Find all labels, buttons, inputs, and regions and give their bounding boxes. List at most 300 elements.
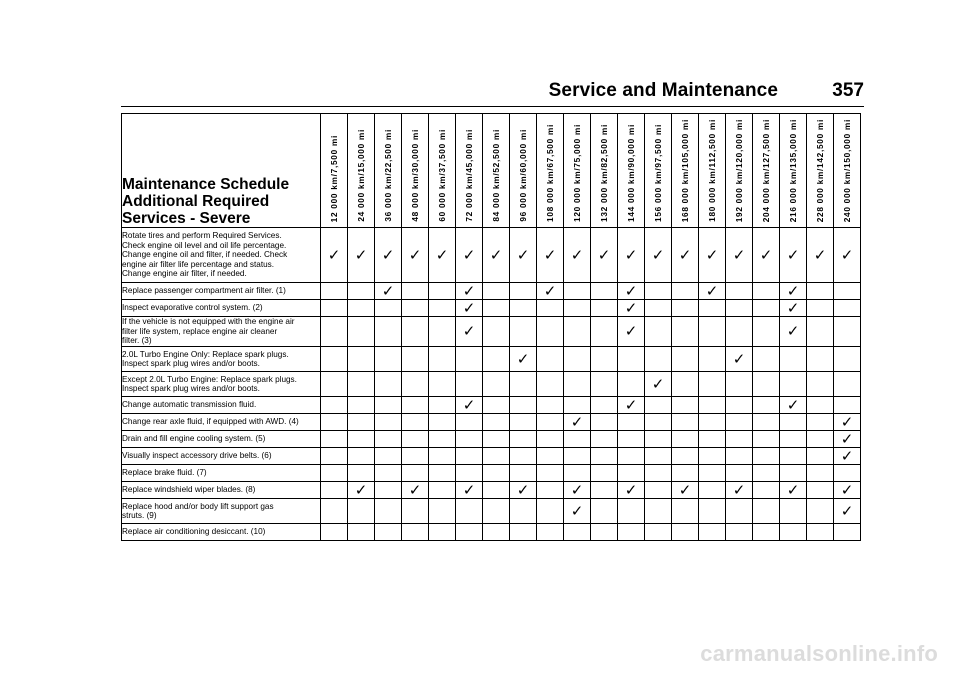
checkmark-icon: ✓ (408, 480, 422, 499)
interval-cell (753, 228, 780, 283)
interval-cell (483, 414, 510, 431)
interval-cell (564, 482, 591, 499)
table-row (122, 317, 861, 347)
interval-label: 48 000 km/30,000 mi (410, 129, 420, 222)
checkmark-icon: ✓ (624, 298, 638, 317)
interval-cell (537, 414, 564, 431)
service-description-line: Except 2.0L Turbo Engine: Replace spark plugs. (122, 374, 297, 384)
interval-cell (753, 317, 780, 347)
interval-cell (834, 300, 861, 317)
interval-cell (348, 499, 375, 524)
checkmark-icon: ✓ (462, 281, 476, 300)
interval-cell (780, 524, 807, 541)
checkmark-icon: ✓ (651, 245, 665, 264)
interval-cell (780, 482, 807, 499)
interval-cell (537, 347, 564, 372)
interval-cell (726, 448, 753, 465)
checkmark-icon: ✓ (651, 374, 665, 393)
interval-cell (807, 372, 834, 397)
checkmark-icon: ✓ (408, 245, 422, 264)
service-description-line: Visually inspect accessory drive belts. (6) (122, 451, 272, 461)
checkmark-icon: ✓ (543, 281, 557, 300)
interval-cell (375, 524, 402, 541)
checkmark-icon: ✓ (354, 480, 368, 499)
checkmark-icon: ✓ (705, 245, 719, 264)
interval-cell (780, 499, 807, 524)
interval-cell (753, 372, 780, 397)
interval-cell (753, 465, 780, 482)
interval-cell (402, 499, 429, 524)
interval-column-header (780, 114, 807, 228)
interval-cell (375, 482, 402, 499)
interval-cell (564, 448, 591, 465)
interval-cell (375, 347, 402, 372)
interval-cell (834, 499, 861, 524)
interval-cell (834, 228, 861, 283)
interval-cell (348, 347, 375, 372)
service-description (122, 465, 321, 482)
service-description-line: Replace hood and/or body lift support gas (122, 501, 274, 511)
checkmark-icon: ✓ (840, 412, 854, 431)
interval-cell (429, 431, 456, 448)
interval-cell (348, 482, 375, 499)
service-description-line: Replace windshield wiper blades. (8) (122, 485, 256, 495)
interval-cell (429, 482, 456, 499)
table-title-line: Services - Severe (122, 210, 251, 227)
checkmark-icon: ✓ (462, 480, 476, 499)
interval-cell (672, 347, 699, 372)
interval-label: 132 000 km/82,500 mi (599, 124, 609, 222)
interval-cell (645, 414, 672, 431)
interval-cell (402, 524, 429, 541)
interval-cell (780, 465, 807, 482)
interval-cell (591, 499, 618, 524)
checkmark-icon: ✓ (516, 245, 530, 264)
service-description (122, 499, 321, 524)
interval-cell (510, 499, 537, 524)
interval-cell (780, 372, 807, 397)
checkmark-icon: ✓ (462, 245, 476, 264)
service-description-line: struts. (9) (122, 511, 157, 520)
interval-label: 228 000 km/142,500 mi (815, 118, 825, 222)
checkmark-icon: ✓ (624, 245, 638, 264)
interval-column-header (645, 114, 672, 228)
interval-cell (726, 524, 753, 541)
checkmark-icon: ✓ (624, 322, 638, 340)
interval-cell (483, 524, 510, 541)
interval-cell (699, 482, 726, 499)
checkmark-icon: ✓ (381, 281, 395, 300)
interval-cell (483, 499, 510, 524)
interval-cell (375, 431, 402, 448)
interval-cell (348, 431, 375, 448)
interval-cell (591, 414, 618, 431)
interval-cell (537, 465, 564, 482)
interval-cell (402, 317, 429, 347)
interval-cell (645, 317, 672, 347)
table-row (122, 448, 861, 465)
interval-cell (780, 414, 807, 431)
interval-cell (537, 372, 564, 397)
interval-cell (348, 317, 375, 347)
interval-cell (321, 524, 348, 541)
service-description (122, 524, 321, 541)
interval-cell (564, 283, 591, 300)
checkmark-icon: ✓ (570, 412, 584, 431)
interval-cell (537, 431, 564, 448)
checkmark-icon: ✓ (759, 245, 773, 264)
interval-cell (429, 499, 456, 524)
table-row (122, 397, 861, 414)
checkmark-icon: ✓ (597, 245, 611, 264)
interval-cell (564, 524, 591, 541)
interval-cell (591, 397, 618, 414)
service-description-line: Drain and fill engine cooling system. (5) (122, 434, 266, 444)
table-title (122, 114, 321, 228)
interval-cell (429, 317, 456, 347)
interval-cell (834, 524, 861, 541)
interval-cell (807, 317, 834, 347)
interval-label: 12 000 km/7,500 mi (329, 134, 339, 222)
checkmark-icon: ✓ (570, 501, 584, 520)
interval-cell (726, 414, 753, 431)
interval-cell (564, 317, 591, 347)
interval-cell (510, 397, 537, 414)
interval-cell (807, 397, 834, 414)
interval-label: 240 000 km/150,000 mi (842, 118, 852, 222)
interval-cell (375, 283, 402, 300)
interval-cell (672, 465, 699, 482)
interval-column-header (402, 114, 429, 228)
interval-cell (564, 228, 591, 283)
interval-label: 24 000 km/15,000 mi (356, 129, 366, 222)
interval-label: 96 000 km/60,000 mi (518, 129, 528, 222)
interval-cell (699, 397, 726, 414)
interval-cell (321, 372, 348, 397)
service-description-line: Rotate tires and perform Required Services. (122, 231, 282, 241)
interval-cell (321, 283, 348, 300)
checkmark-icon: ✓ (786, 245, 800, 264)
interval-cell (834, 431, 861, 448)
interval-column-header (564, 114, 591, 228)
interval-column-header (672, 114, 699, 228)
interval-cell (510, 482, 537, 499)
interval-label: 120 000 km/75,000 mi (572, 124, 582, 222)
table-row (122, 283, 861, 300)
interval-cell (753, 347, 780, 372)
interval-cell (321, 347, 348, 372)
interval-cell (456, 499, 483, 524)
interval-cell (672, 414, 699, 431)
checkmark-icon: ✓ (813, 245, 827, 264)
interval-cell (618, 283, 645, 300)
service-description (122, 448, 321, 465)
checkmark-icon: ✓ (381, 245, 395, 264)
interval-cell (591, 317, 618, 347)
interval-cell (483, 465, 510, 482)
interval-cell (429, 448, 456, 465)
interval-cell (456, 228, 483, 283)
interval-cell (618, 397, 645, 414)
checkmark-icon: ✓ (462, 298, 476, 317)
interval-cell (780, 431, 807, 448)
interval-cell (699, 431, 726, 448)
interval-cell (375, 317, 402, 347)
service-description (122, 431, 321, 448)
interval-cell (645, 524, 672, 541)
interval-cell (510, 317, 537, 347)
interval-cell (429, 397, 456, 414)
interval-cell (726, 300, 753, 317)
interval-cell (510, 524, 537, 541)
interval-cell (726, 465, 753, 482)
service-description-line: Inspect spark plug wires and/or boots. (122, 384, 260, 393)
interval-cell (753, 524, 780, 541)
checkmark-icon: ✓ (786, 480, 800, 499)
interval-cell (726, 347, 753, 372)
table-row (122, 228, 861, 283)
interval-cell (726, 283, 753, 300)
interval-cell (807, 283, 834, 300)
interval-cell (456, 414, 483, 431)
interval-cell (834, 347, 861, 372)
interval-cell (672, 397, 699, 414)
interval-cell (699, 524, 726, 541)
interval-cell (510, 414, 537, 431)
checkmark-icon: ✓ (786, 281, 800, 300)
interval-cell (834, 283, 861, 300)
interval-cell (753, 300, 780, 317)
interval-cell (672, 300, 699, 317)
interval-column-header (834, 114, 861, 228)
service-description-line: Inspect evaporative control system. (2) (122, 303, 263, 313)
interval-cell (726, 499, 753, 524)
interval-cell (402, 397, 429, 414)
interval-cell (321, 228, 348, 283)
checkmark-icon: ✓ (678, 480, 692, 499)
interval-label: 168 000 km/105,000 mi (680, 118, 690, 222)
interval-cell (429, 465, 456, 482)
interval-cell (618, 465, 645, 482)
interval-cell (807, 300, 834, 317)
interval-label: 72 000 km/45,000 mi (464, 129, 474, 222)
interval-cell (645, 372, 672, 397)
interval-cell (834, 414, 861, 431)
interval-cell (753, 431, 780, 448)
interval-cell (780, 347, 807, 372)
interval-cell (483, 482, 510, 499)
interval-cell (537, 300, 564, 317)
interval-cell (510, 347, 537, 372)
interval-label: 180 000 km/112,500 mi (707, 119, 717, 222)
interval-cell (618, 524, 645, 541)
table-header-row (122, 114, 861, 228)
interval-cell (537, 524, 564, 541)
checkmark-icon: ✓ (786, 395, 800, 414)
interval-cell (645, 397, 672, 414)
interval-cell (375, 228, 402, 283)
interval-cell (402, 228, 429, 283)
interval-cell (618, 448, 645, 465)
interval-column-header (510, 114, 537, 228)
checkmark-icon: ✓ (489, 245, 503, 264)
interval-cell (645, 228, 672, 283)
interval-cell (753, 414, 780, 431)
table-row (122, 524, 861, 541)
interval-cell (537, 228, 564, 283)
interval-cell (672, 482, 699, 499)
interval-cell (699, 283, 726, 300)
interval-cell (591, 283, 618, 300)
checkmark-icon: ✓ (516, 349, 530, 368)
checkmark-icon: ✓ (543, 245, 557, 264)
interval-cell (456, 465, 483, 482)
interval-cell (510, 300, 537, 317)
interval-column-header (591, 114, 618, 228)
interval-cell (564, 397, 591, 414)
interval-cell (429, 372, 456, 397)
service-description (122, 317, 321, 347)
checkmark-icon: ✓ (732, 245, 746, 264)
interval-cell (699, 414, 726, 431)
interval-label: 156 000 km/97,500 mi (653, 124, 663, 222)
interval-cell (510, 283, 537, 300)
checkmark-icon: ✓ (516, 480, 530, 499)
interval-cell (402, 431, 429, 448)
interval-cell (807, 347, 834, 372)
interval-cell (402, 448, 429, 465)
interval-cell (456, 283, 483, 300)
interval-cell (483, 448, 510, 465)
table-row (122, 300, 861, 317)
interval-cell (429, 347, 456, 372)
interval-cell (699, 465, 726, 482)
interval-cell (564, 347, 591, 372)
table-title-line: Additional Required (122, 193, 270, 210)
table-row (122, 372, 861, 397)
interval-cell (402, 414, 429, 431)
interval-cell (591, 448, 618, 465)
checkmark-icon: ✓ (570, 480, 584, 499)
interval-cell (645, 347, 672, 372)
interval-cell (564, 431, 591, 448)
table-row (122, 482, 861, 499)
service-description-line: Change rear axle fluid, if equipped with AWD. (4) (122, 417, 299, 427)
interval-cell (348, 448, 375, 465)
interval-cell (672, 283, 699, 300)
interval-cell (348, 283, 375, 300)
checkmark-icon: ✓ (786, 298, 800, 317)
interval-cell (375, 448, 402, 465)
interval-cell (672, 372, 699, 397)
interval-cell (483, 347, 510, 372)
interval-cell (321, 414, 348, 431)
checkmark-icon: ✓ (840, 446, 854, 465)
table-row (122, 414, 861, 431)
service-description-line: Check engine oil level and oil life percentage. (122, 240, 287, 250)
interval-cell (510, 465, 537, 482)
interval-cell (726, 228, 753, 283)
interval-cell (780, 448, 807, 465)
interval-cell (456, 317, 483, 347)
interval-cell (402, 372, 429, 397)
checkmark-icon: ✓ (462, 322, 476, 340)
interval-column-header (321, 114, 348, 228)
interval-column-header (726, 114, 753, 228)
interval-column-header (753, 114, 780, 228)
interval-cell (780, 228, 807, 283)
interval-cell (564, 372, 591, 397)
interval-cell (321, 300, 348, 317)
interval-cell (726, 317, 753, 347)
interval-cell (402, 482, 429, 499)
interval-cell (753, 482, 780, 499)
interval-cell (672, 524, 699, 541)
interval-cell (672, 431, 699, 448)
interval-cell (807, 414, 834, 431)
interval-cell (726, 397, 753, 414)
interval-cell (564, 499, 591, 524)
interval-cell (807, 499, 834, 524)
interval-cell (429, 228, 456, 283)
interval-cell (483, 397, 510, 414)
interval-cell (456, 397, 483, 414)
checkmark-icon: ✓ (786, 322, 800, 340)
interval-cell (483, 228, 510, 283)
service-description-line: Replace air conditioning desiccant. (10) (122, 527, 266, 537)
interval-cell (456, 300, 483, 317)
interval-cell (645, 431, 672, 448)
table-row (122, 499, 861, 524)
interval-cell (618, 372, 645, 397)
service-description-line: Replace brake fluid. (7) (122, 468, 207, 478)
interval-column-header (618, 114, 645, 228)
interval-cell (726, 431, 753, 448)
interval-cell (780, 397, 807, 414)
interval-cell (348, 300, 375, 317)
checkmark-icon: ✓ (840, 501, 854, 520)
interval-cell (429, 524, 456, 541)
interval-cell (510, 228, 537, 283)
interval-cell (834, 372, 861, 397)
interval-cell (483, 300, 510, 317)
interval-cell (645, 465, 672, 482)
interval-cell (807, 448, 834, 465)
interval-cell (402, 465, 429, 482)
interval-cell (834, 482, 861, 499)
table-row (122, 347, 861, 372)
interval-cell (321, 448, 348, 465)
checkmark-icon: ✓ (354, 245, 368, 264)
interval-label: 144 000 km/90,000 mi (626, 124, 636, 222)
interval-cell (375, 397, 402, 414)
interval-cell (834, 317, 861, 347)
interval-cell (645, 499, 672, 524)
interval-cell (348, 397, 375, 414)
interval-cell (321, 482, 348, 499)
table-row (122, 431, 861, 448)
interval-cell (834, 397, 861, 414)
interval-cell (753, 448, 780, 465)
interval-cell (348, 372, 375, 397)
service-description-line: filter life system, replace engine air cleaner (122, 326, 278, 336)
service-description (122, 228, 321, 283)
interval-label: 216 000 km/135,000 mi (788, 118, 798, 222)
interval-column-header (456, 114, 483, 228)
interval-cell (834, 465, 861, 482)
interval-cell (375, 499, 402, 524)
interval-cell (780, 300, 807, 317)
